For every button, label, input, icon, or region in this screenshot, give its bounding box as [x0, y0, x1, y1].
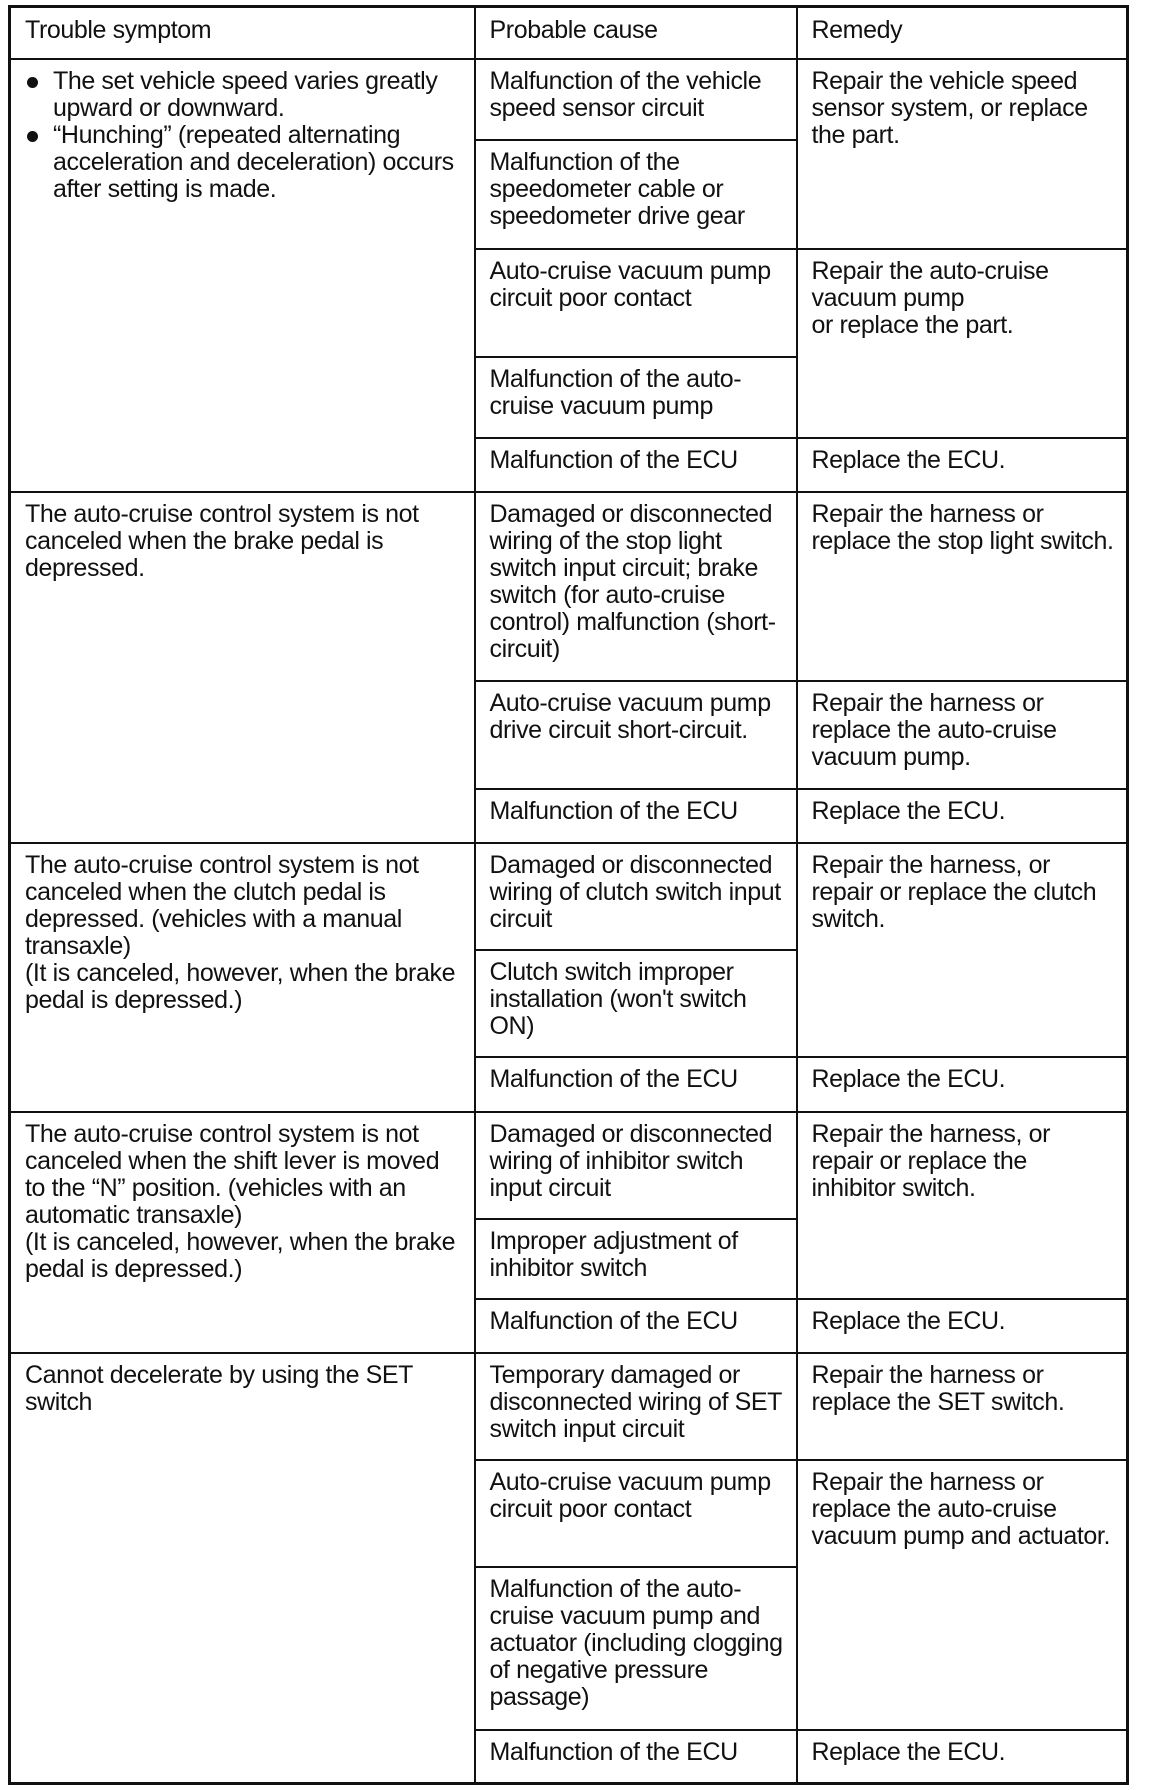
table-row — [10, 1112, 1128, 1219]
symptom-bullet-list — [25, 68, 462, 203]
table-row — [10, 492, 1128, 681]
cause-cell: Malfunction of the ECU — [475, 1299, 797, 1353]
header-row — [10, 7, 1128, 59]
symptom-bullet-item — [25, 68, 462, 122]
header-trouble-symptom: Trouble symptom — [10, 7, 475, 59]
symptom-cell — [10, 59, 475, 492]
troubleshooting-table — [8, 5, 1129, 1785]
table-row — [10, 1353, 1128, 1460]
cause-cell: Temporary damaged or disconnected wiring of SET switch input circuit — [475, 1353, 797, 1460]
header-remedy: Remedy — [797, 7, 1128, 59]
cause-cell: Malfunction of the speedometer cable or speedometer drive gear — [475, 140, 797, 249]
cause-cell: Damaged or disconnected wiring of inhibitor switch input circuit — [475, 1112, 797, 1219]
cause-cell: Malfunction of the ECU — [475, 1057, 797, 1112]
cause-cell: Malfunction of the ECU — [475, 438, 797, 492]
remedy-cell: Repair the harness or replace the auto-cruise vacuum pump. — [797, 681, 1128, 789]
remedy-cell: Replace the ECU. — [797, 789, 1128, 843]
remedy-cell: Repair the harness, or repair or replace the clutch switch. — [797, 843, 1128, 1057]
remedy-cell: Repair the vehicle speed sensor system, or replace the part. — [797, 59, 1128, 249]
cause-cell: Damaged or disconnected wiring of the stop light switch input circuit; brake switch (for auto-cruise control) malfunction (short-circuit) — [475, 492, 797, 681]
bullet-dot-icon — [27, 77, 38, 88]
symptom-cell: The auto-cruise control system is not canceled when the clutch pedal is depressed. (vehicles with a manual transaxle) (It is canceled, however, when the brake pedal is depressed.) — [10, 843, 475, 1112]
cause-cell: Malfunction of the vehicle speed sensor circuit — [475, 59, 797, 140]
cause-cell: Clutch switch improper installation (won't switch ON) — [475, 950, 797, 1057]
symptom-cell: The auto-cruise control system is not canceled when the shift lever is moved to the “N” position. (vehicles with an automatic transaxle) (It is canceled, however, when the brake pedal is depressed.) — [10, 1112, 475, 1353]
cause-cell: Damaged or disconnected wiring of clutch switch input circuit — [475, 843, 797, 950]
remedy-cell: Replace the ECU. — [797, 1730, 1128, 1784]
cause-cell: Malfunction of the ECU — [475, 789, 797, 843]
symptom-bullet-item — [25, 122, 462, 203]
cause-cell: Auto-cruise vacuum pump circuit poor contact — [475, 249, 797, 357]
cause-cell: Malfunction of the auto-cruise vacuum pump — [475, 357, 797, 438]
symptom-text: “Hunching” (repeated alternating acceleration and deceleration) occurs after setting is made. — [53, 120, 454, 203]
cause-cell: Malfunction of the auto-cruise vacuum pump and actuator (including clogging of negative pressure passage) — [475, 1567, 797, 1730]
remedy-cell: Repair the auto-cruise vacuum pump or replace the part. — [797, 249, 1128, 438]
header-probable-cause: Probable cause — [475, 7, 797, 59]
cause-cell: Auto-cruise vacuum pump drive circuit short-circuit. — [475, 681, 797, 789]
remedy-cell: Replace the ECU. — [797, 438, 1128, 492]
bullet-dot-icon — [27, 131, 38, 142]
cause-cell: Malfunction of the ECU — [475, 1730, 797, 1784]
symptom-cell: Cannot decelerate by using the SET switch — [10, 1353, 475, 1784]
cause-cell: Improper adjustment of inhibitor switch — [475, 1219, 797, 1299]
remedy-cell: Replace the ECU. — [797, 1057, 1128, 1112]
cause-cell: Auto-cruise vacuum pump circuit poor contact — [475, 1460, 797, 1567]
table-row — [10, 843, 1128, 950]
remedy-cell: Repair the harness or replace the SET switch. — [797, 1353, 1128, 1460]
remedy-cell: Repair the harness or replace the auto-cruise vacuum pump and actuator. — [797, 1460, 1128, 1730]
symptom-cell: The auto-cruise control system is not canceled when the brake pedal is depressed. — [10, 492, 475, 843]
remedy-cell: Repair the harness, or repair or replace the inhibitor switch. — [797, 1112, 1128, 1299]
remedy-cell: Repair the harness or replace the stop light switch. — [797, 492, 1128, 681]
symptom-text: The set vehicle speed varies greatly upward or downward. — [53, 66, 438, 122]
remedy-cell: Replace the ECU. — [797, 1299, 1128, 1353]
table-row — [10, 59, 1128, 140]
